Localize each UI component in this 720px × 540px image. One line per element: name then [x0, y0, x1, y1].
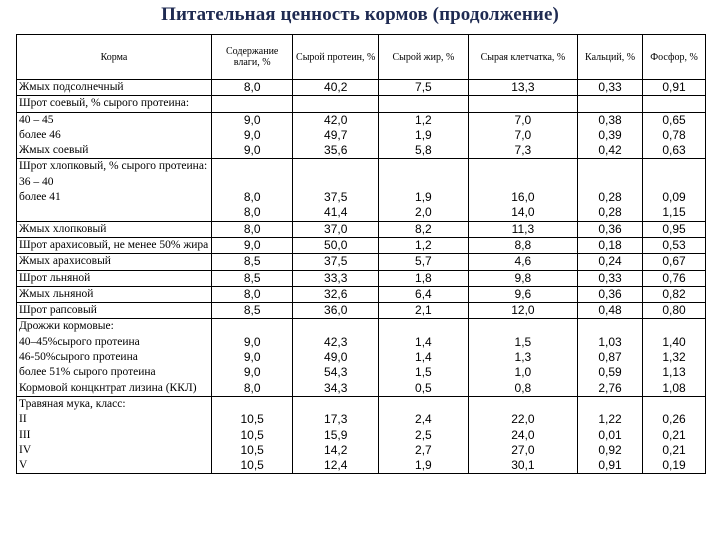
- fat-cell: [379, 159, 469, 221]
- fiber-value: 30,1: [511, 458, 535, 473]
- protein-cell: [293, 80, 379, 96]
- table-row: [17, 270, 706, 286]
- phosphorus-value: 1,15: [662, 205, 686, 220]
- fiber-cell: [468, 221, 577, 237]
- calcium-value: 0,36: [598, 221, 622, 236]
- calcium-value: 0,33: [598, 80, 622, 94]
- feed-name: V: [19, 459, 28, 472]
- feed-name: более 41: [19, 191, 61, 204]
- feed-name: Шрот соевый, % сырого протеина:: [19, 97, 190, 110]
- moisture-cell: [211, 396, 292, 473]
- protein-cell: [293, 221, 379, 237]
- phosphorus-cell: [643, 159, 706, 221]
- moisture-value: 10,5: [240, 412, 264, 427]
- calcium-value: 0,28: [598, 190, 622, 205]
- fat-value: 1,9: [415, 190, 432, 205]
- calcium-cell: [578, 80, 643, 96]
- protein-value: 41,4: [324, 205, 348, 220]
- calcium-cell: [578, 254, 643, 270]
- moisture-cell: [211, 112, 292, 159]
- fiber-cell: [468, 396, 577, 473]
- fat-value: 6,4: [415, 286, 432, 301]
- fiber-cell: [468, 80, 577, 96]
- fat-cell: [379, 112, 469, 159]
- feed-name-cell: [17, 237, 212, 253]
- phosphorus-value: 0,91: [662, 80, 686, 94]
- feed-name: Жмых льняной: [19, 287, 94, 300]
- phosphorus-value: 0,95: [662, 221, 686, 236]
- calcium-cell: [578, 303, 643, 319]
- fiber-value: 0,8: [514, 380, 532, 395]
- calcium-value: 0,92: [598, 442, 622, 457]
- feed-name: 46-50%сырого протеина: [19, 351, 138, 364]
- protein-value: 49,0: [324, 350, 348, 365]
- calcium-cell: [578, 237, 643, 253]
- header-phosphorus: Фосфор, %: [643, 35, 706, 80]
- fat-value: 2,5: [415, 427, 432, 442]
- feed-name: Кормовой концкнтрат лизина (ККЛ): [19, 381, 197, 394]
- moisture-value: 10,5: [240, 427, 264, 442]
- fiber-value: 4,6: [514, 254, 532, 269]
- fat-cell: [379, 396, 469, 473]
- moisture-cell: [211, 221, 292, 237]
- calcium-value: 0,87: [598, 350, 622, 365]
- feed-name: Шрот рапсовый: [19, 304, 97, 317]
- phosphorus-value: 0,09: [662, 190, 686, 205]
- fiber-value: 24,0: [511, 427, 535, 442]
- fat-value: 2,1: [415, 303, 432, 318]
- feed-name: II: [19, 413, 27, 426]
- moisture-value: 9,0: [243, 334, 261, 349]
- phosphorus-value: 1,32: [662, 350, 686, 365]
- table-row: [17, 286, 706, 302]
- phosphorus-value: 1,40: [662, 334, 686, 349]
- feed-name-cell: [17, 221, 212, 237]
- phosphorus-cell: [643, 80, 706, 96]
- fiber-cell: [468, 319, 577, 396]
- header-fat: Сырой жир, %: [379, 35, 469, 80]
- calcium-value: 1,22: [598, 412, 622, 427]
- fat-value: 2,7: [415, 442, 432, 457]
- protein-cell: [293, 96, 379, 112]
- moisture-value: 10,5: [240, 442, 264, 457]
- feed-name: IV: [19, 443, 32, 456]
- phosphorus-value: 0,65: [662, 112, 686, 127]
- header-protein: Сырой протеин, %: [293, 35, 379, 80]
- calcium-value: 0,28: [598, 205, 622, 220]
- protein-cell: [293, 396, 379, 473]
- fiber-value: 13,3: [511, 80, 535, 94]
- fiber-value: 16,0: [511, 190, 535, 205]
- phosphorus-cell: [643, 286, 706, 302]
- phosphorus-cell: [643, 303, 706, 319]
- phosphorus-cell: [643, 396, 706, 473]
- fiber-cell: [468, 286, 577, 302]
- feed-name: Шрот хлопковый, % сырого протеина:: [19, 160, 208, 173]
- feed-name-cell: [17, 159, 212, 221]
- table-row: [17, 396, 706, 473]
- protein-value: 17,3: [324, 412, 348, 427]
- calcium-cell: [578, 96, 643, 112]
- fiber-value: 1,0: [514, 365, 532, 380]
- phosphorus-value: 1,13: [662, 365, 686, 380]
- table-row: [17, 237, 706, 253]
- protein-value: 42,3: [324, 334, 348, 349]
- fiber-cell: [468, 254, 577, 270]
- phosphorus-value: 0,53: [662, 237, 686, 252]
- calcium-cell: [578, 159, 643, 221]
- fiber-value: 8,8: [514, 237, 532, 252]
- fat-cell: [379, 80, 469, 96]
- moisture-cell: [211, 96, 292, 112]
- moisture-cell: [211, 254, 292, 270]
- calcium-cell: [578, 112, 643, 159]
- moisture-value: 8,5: [243, 303, 261, 318]
- protein-cell: [293, 303, 379, 319]
- calcium-value: 0,24: [598, 254, 622, 269]
- protein-value: 42,0: [324, 112, 348, 127]
- protein-value: 32,6: [324, 286, 348, 301]
- moisture-value: 10,5: [240, 458, 264, 473]
- feed-name: Шрот арахисовый, не менее 50% жира: [19, 238, 209, 251]
- calcium-cell: [578, 396, 643, 473]
- protein-value: 35,6: [324, 143, 348, 158]
- calcium-value: 0,42: [598, 143, 622, 158]
- calcium-value: 0,01: [598, 427, 622, 442]
- calcium-cell: [578, 319, 643, 396]
- feed-name: Жмых хлопковый: [19, 222, 107, 235]
- fat-cell: [379, 286, 469, 302]
- slide-title: Питательная ценность кормов (продолжение): [161, 4, 559, 25]
- feed-name-cell: [17, 80, 212, 96]
- feed-name: 36 – 40: [19, 175, 54, 188]
- header-moisture: Содержание влаги, %: [211, 35, 292, 80]
- phosphorus-cell: [643, 237, 706, 253]
- calcium-value: 0,18: [598, 237, 622, 252]
- moisture-value: 8,0: [243, 380, 261, 395]
- protein-cell: [293, 286, 379, 302]
- feed-name: Дрожжи кормовые:: [19, 320, 114, 333]
- phosphorus-value: 0,80: [662, 303, 686, 318]
- phosphorus-value: 0,78: [662, 127, 686, 142]
- moisture-value: 9,0: [243, 237, 261, 252]
- feed-name-cell: [17, 303, 212, 319]
- feed-name: Жмых подсолнечный: [19, 81, 124, 93]
- fiber-value: 11,3: [511, 221, 535, 236]
- table-row: [17, 96, 706, 112]
- moisture-cell: [211, 80, 292, 96]
- table-row: [17, 159, 706, 221]
- phosphorus-value: 0,63: [662, 143, 686, 158]
- fiber-cell: [468, 270, 577, 286]
- moisture-value: 9,0: [243, 365, 261, 380]
- fat-value: 8,2: [415, 221, 432, 236]
- fat-value: 1,9: [415, 127, 432, 142]
- header-feed: Корма: [17, 35, 212, 80]
- fat-value: 1,4: [415, 334, 432, 349]
- fat-value: 1,4: [415, 350, 432, 365]
- fiber-value: 7,0: [514, 127, 532, 142]
- fiber-value: 9,6: [514, 286, 532, 301]
- protein-value: 54,3: [324, 365, 348, 380]
- protein-value: 37,5: [324, 190, 348, 205]
- phosphorus-value: 0,82: [662, 286, 686, 301]
- calcium-cell: [578, 221, 643, 237]
- moisture-value: 8,0: [243, 205, 261, 220]
- fiber-value: 14,0: [511, 205, 535, 220]
- protein-value: 12,4: [324, 458, 348, 473]
- fiber-cell: [468, 112, 577, 159]
- fat-cell: [379, 303, 469, 319]
- fiber-cell: [468, 159, 577, 221]
- table-row: [17, 221, 706, 237]
- fiber-value: 9,8: [514, 270, 532, 285]
- feed-nutrition-table: [16, 34, 706, 474]
- feed-name: Жмых соевый: [19, 144, 89, 157]
- calcium-cell: [578, 286, 643, 302]
- moisture-value: 8,0: [243, 221, 261, 236]
- fat-value: 1,9: [415, 458, 432, 473]
- feed-name-cell: [17, 270, 212, 286]
- fat-cell: [379, 221, 469, 237]
- table-body: [17, 80, 706, 474]
- fat-value: 5,8: [415, 143, 432, 158]
- phosphorus-value: 1,08: [662, 380, 686, 395]
- table-header-row: [17, 35, 706, 80]
- calcium-value: 0,33: [598, 270, 622, 285]
- feed-name-cell: [17, 112, 212, 159]
- moisture-value: 9,0: [243, 112, 261, 127]
- calcium-value: 0,38: [598, 112, 622, 127]
- protein-cell: [293, 254, 379, 270]
- feed-name: более 51% сырого протеина: [19, 366, 156, 379]
- feed-name-cell: [17, 396, 212, 473]
- table-row: [17, 112, 706, 159]
- moisture-value: 8,0: [243, 80, 261, 94]
- protein-value: 50,0: [324, 237, 348, 252]
- protein-value: 37,5: [324, 254, 348, 269]
- calcium-value: 0,39: [598, 127, 622, 142]
- calcium-value: 0,48: [598, 303, 622, 318]
- calcium-value: 0,91: [598, 458, 622, 473]
- fiber-cell: [468, 96, 577, 112]
- table-row: [17, 303, 706, 319]
- protein-cell: [293, 159, 379, 221]
- moisture-value: 9,0: [243, 143, 261, 158]
- protein-cell: [293, 319, 379, 396]
- fiber-value: 27,0: [511, 442, 535, 457]
- moisture-cell: [211, 319, 292, 396]
- header-fiber: Сырая клетчатка, %: [468, 35, 577, 80]
- protein-cell: [293, 270, 379, 286]
- fiber-value: 7,3: [514, 143, 532, 158]
- protein-value: 49,7: [324, 127, 348, 142]
- feed-name: 40–45%сырого протеина: [19, 335, 140, 348]
- fat-value: 0,5: [415, 380, 432, 395]
- protein-value: 40,2: [324, 80, 348, 94]
- fat-value: 1,2: [415, 237, 432, 252]
- phosphorus-cell: [643, 96, 706, 112]
- fat-value: 1,2: [415, 112, 432, 127]
- fiber-cell: [468, 237, 577, 253]
- feed-name: Травяная мука, класс:: [19, 397, 126, 410]
- phosphorus-value: 0,19: [662, 458, 686, 473]
- moisture-value: 8,0: [243, 190, 261, 205]
- protein-value: 14,2: [324, 442, 348, 457]
- moisture-value: 9,0: [243, 350, 261, 365]
- fat-cell: [379, 237, 469, 253]
- fat-cell: [379, 319, 469, 396]
- phosphorus-value: 0,21: [662, 442, 686, 457]
- fiber-value: 1,3: [514, 350, 532, 365]
- fat-value: 7,5: [415, 80, 432, 94]
- fat-value: 1,5: [415, 365, 432, 380]
- fat-cell: [379, 254, 469, 270]
- feed-name-cell: [17, 286, 212, 302]
- moisture-value: 8,5: [243, 270, 261, 285]
- moisture-value: 8,0: [243, 286, 261, 301]
- protein-value: 37,0: [324, 221, 348, 236]
- feed-name-cell: [17, 319, 212, 396]
- header-calcium: Кальций, %: [578, 35, 643, 80]
- feed-name: III: [19, 428, 31, 441]
- phosphorus-cell: [643, 112, 706, 159]
- feed-name: более 46: [19, 128, 61, 141]
- phosphorus-cell: [643, 319, 706, 396]
- phosphorus-cell: [643, 221, 706, 237]
- feed-name-cell: [17, 254, 212, 270]
- moisture-cell: [211, 270, 292, 286]
- moisture-cell: [211, 159, 292, 221]
- calcium-value: 2,76: [598, 380, 622, 395]
- fiber-value: 22,0: [511, 412, 535, 427]
- fat-cell: [379, 96, 469, 112]
- table-row: [17, 319, 706, 396]
- calcium-value: 0,59: [598, 365, 622, 380]
- moisture-cell: [211, 303, 292, 319]
- fat-value: 2,4: [415, 412, 432, 427]
- phosphorus-cell: [643, 270, 706, 286]
- phosphorus-cell: [643, 254, 706, 270]
- calcium-value: 0,36: [598, 286, 622, 301]
- phosphorus-value: 0,67: [662, 254, 686, 269]
- fiber-value: 7,0: [514, 112, 532, 127]
- fiber-value: 1,5: [514, 334, 532, 349]
- feed-name: Жмых арахисовый: [19, 255, 111, 268]
- calcium-cell: [578, 270, 643, 286]
- protein-value: 15,9: [324, 427, 348, 442]
- phosphorus-value: 0,26: [662, 412, 686, 427]
- table-row: [17, 254, 706, 270]
- fiber-cell: [468, 303, 577, 319]
- moisture-value: 9,0: [243, 127, 261, 142]
- table-row: [17, 80, 706, 96]
- protein-cell: [293, 237, 379, 253]
- feed-name-cell: [17, 96, 212, 112]
- calcium-value: 1,03: [598, 334, 622, 349]
- phosphorus-value: 0,21: [662, 427, 686, 442]
- protein-value: 34,3: [324, 380, 348, 395]
- protein-cell: [293, 112, 379, 159]
- fat-value: 5,7: [415, 254, 432, 269]
- fat-value: 2,0: [415, 205, 432, 220]
- protein-value: 36,0: [324, 303, 348, 318]
- protein-value: 33,3: [324, 270, 348, 285]
- fat-cell: [379, 270, 469, 286]
- moisture-cell: [211, 286, 292, 302]
- fat-value: 1,8: [415, 270, 432, 285]
- moisture-value: 8,5: [243, 254, 261, 269]
- feed-name: Шрот льняной: [19, 271, 91, 284]
- moisture-cell: [211, 237, 292, 253]
- feed-name: 40 – 45: [19, 113, 54, 126]
- phosphorus-value: 0,76: [662, 270, 686, 285]
- fiber-value: 12,0: [511, 303, 535, 318]
